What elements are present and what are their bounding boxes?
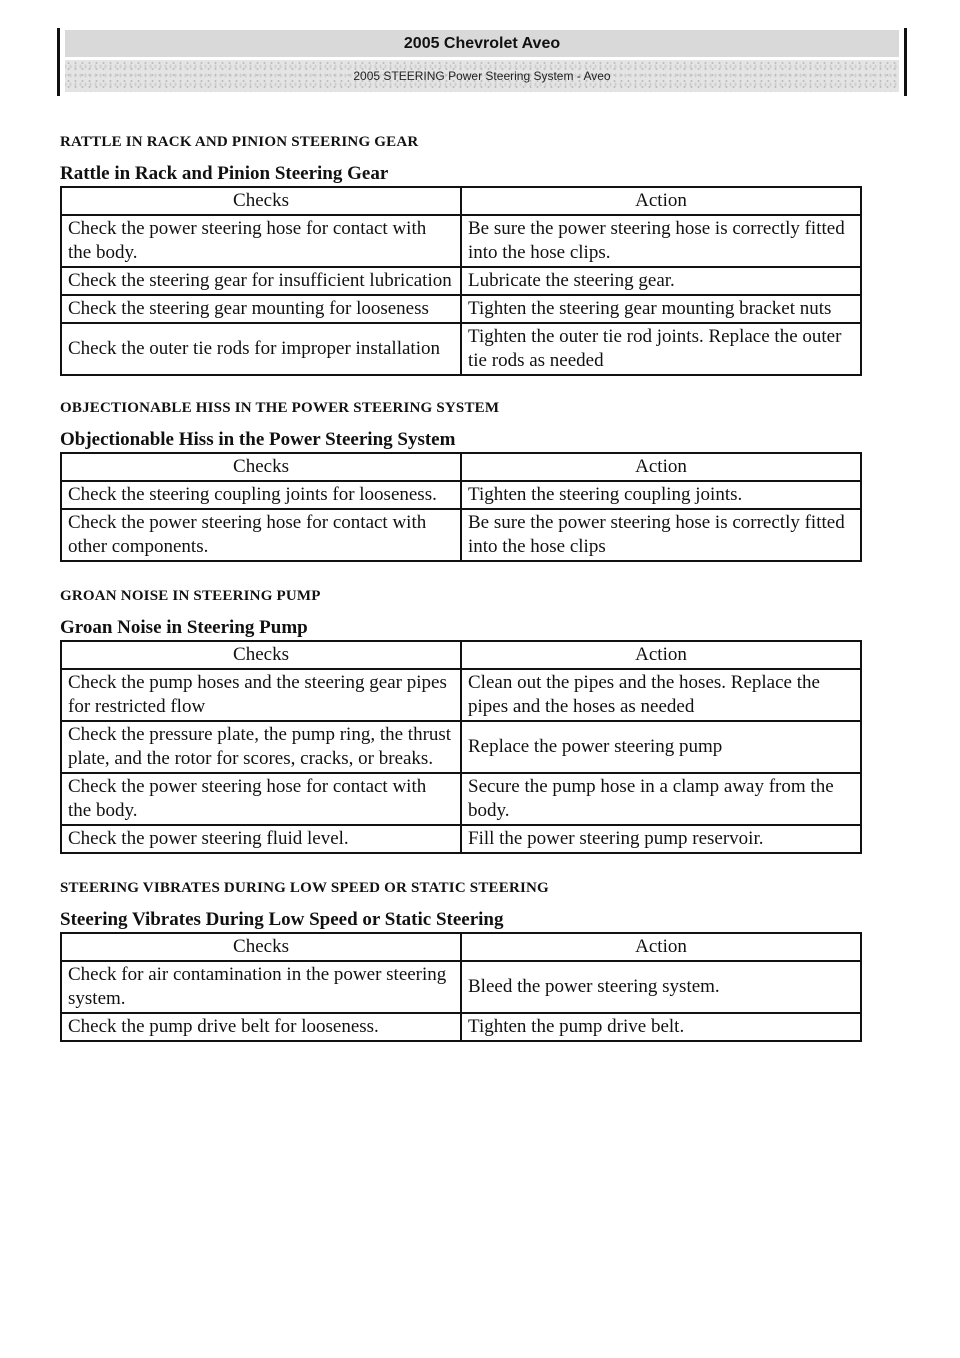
table-row: [61, 773, 861, 825]
column-header-checks: Checks: [61, 933, 461, 961]
column-header-action: Action: [461, 933, 861, 961]
check-cell: Check the power steering fluid level.: [61, 825, 461, 853]
table-header-row: [61, 641, 861, 669]
table-row: [61, 721, 861, 773]
section-hiss: [60, 398, 860, 562]
header-title: 2005 Chevrolet Aveo: [65, 30, 899, 57]
check-cell: Check the steering gear mounting for looseness: [61, 295, 461, 323]
action-cell: Lubricate the steering gear.: [461, 267, 861, 295]
column-header-action: Action: [461, 641, 861, 669]
check-cell: Check the pump drive belt for looseness.: [61, 1013, 461, 1041]
action-cell: Be sure the power steering hose is correctly fitted into the hose clips.: [461, 215, 861, 267]
column-header-action: Action: [461, 187, 861, 215]
check-cell: Check the power steering hose for contact with other components.: [61, 509, 461, 561]
check-cell: Check the power steering hose for contact with the body.: [61, 215, 461, 267]
table-row: [61, 215, 861, 267]
table-row: [61, 323, 861, 375]
action-cell: Tighten the pump drive belt.: [461, 1013, 861, 1041]
page-header: [57, 28, 907, 96]
action-cell: Tighten the steering gear mounting bracket nuts: [461, 295, 861, 323]
column-header-action: Action: [461, 453, 861, 481]
section-heading: Rattle in Rack and Pinion Steering Gear: [60, 163, 389, 184]
section-groan: [60, 586, 860, 854]
section-heading: Objectionable Hiss in the Power Steering System: [60, 429, 456, 450]
section-heading: Steering Vibrates During Low Speed or Static Steering: [60, 909, 504, 930]
header-right-rule: [904, 28, 907, 96]
document-body: [60, 132, 860, 1042]
table-header-row: [61, 933, 861, 961]
column-header-checks: Checks: [61, 641, 461, 669]
table-header-row: [61, 187, 861, 215]
column-header-checks: Checks: [61, 187, 461, 215]
table-row: [61, 669, 861, 721]
section-heading-upper: STEERING VIBRATES DURING LOW SPEED OR STATIC STEERING: [60, 880, 549, 896]
diagnostic-table: [60, 186, 862, 376]
table-row: [61, 961, 861, 1013]
section-heading-upper: OBJECTIONABLE HISS IN THE POWER STEERING SYSTEM: [60, 400, 500, 416]
check-cell: Check the pressure plate, the pump ring, the thrust plate, and the rotor for scores, cracks, or breaks.: [61, 721, 461, 773]
action-cell: Bleed the power steering system.: [461, 961, 861, 1013]
section-heading-upper: GROAN NOISE IN STEERING PUMP: [60, 588, 321, 604]
header-subtitle: 2005 STEERING Power Steering System - Aveo: [65, 60, 899, 92]
check-cell: Check the steering gear for insufficient lubrication: [61, 267, 461, 295]
action-cell: Secure the pump hose in a clamp away from the body.: [461, 773, 861, 825]
action-cell: Clean out the pipes and the hoses. Replace the pipes and the hoses as needed: [461, 669, 861, 721]
section-heading-upper: RATTLE IN RACK AND PINION STEERING GEAR: [60, 134, 419, 150]
action-cell: Tighten the steering coupling joints.: [461, 481, 861, 509]
header-left-rule: [57, 28, 60, 96]
action-cell: Be sure the power steering hose is correctly fitted into the hose clips: [461, 509, 861, 561]
table-row: [61, 481, 861, 509]
table-header-row: [61, 453, 861, 481]
table-row: [61, 509, 861, 561]
diagnostic-table: [60, 452, 862, 562]
table-row: [61, 267, 861, 295]
section-vibrates: [60, 878, 860, 1042]
check-cell: Check the outer tie rods for improper installation: [61, 323, 461, 375]
check-cell: Check the steering coupling joints for looseness.: [61, 481, 461, 509]
action-cell: Replace the power steering pump: [461, 721, 861, 773]
check-cell: Check the pump hoses and the steering gear pipes for restricted flow: [61, 669, 461, 721]
table-row: [61, 825, 861, 853]
action-cell: Fill the power steering pump reservoir.: [461, 825, 861, 853]
section-rattle: [60, 132, 860, 376]
diagnostic-table: [60, 640, 862, 854]
check-cell: Check for air contamination in the power steering system.: [61, 961, 461, 1013]
action-cell: Tighten the outer tie rod joints. Replace the outer tie rods as needed: [461, 323, 861, 375]
table-row: [61, 295, 861, 323]
column-header-checks: Checks: [61, 453, 461, 481]
diagnostic-table: [60, 932, 862, 1042]
section-heading: Groan Noise in Steering Pump: [60, 617, 308, 638]
table-row: [61, 1013, 861, 1041]
check-cell: Check the power steering hose for contact with the body.: [61, 773, 461, 825]
